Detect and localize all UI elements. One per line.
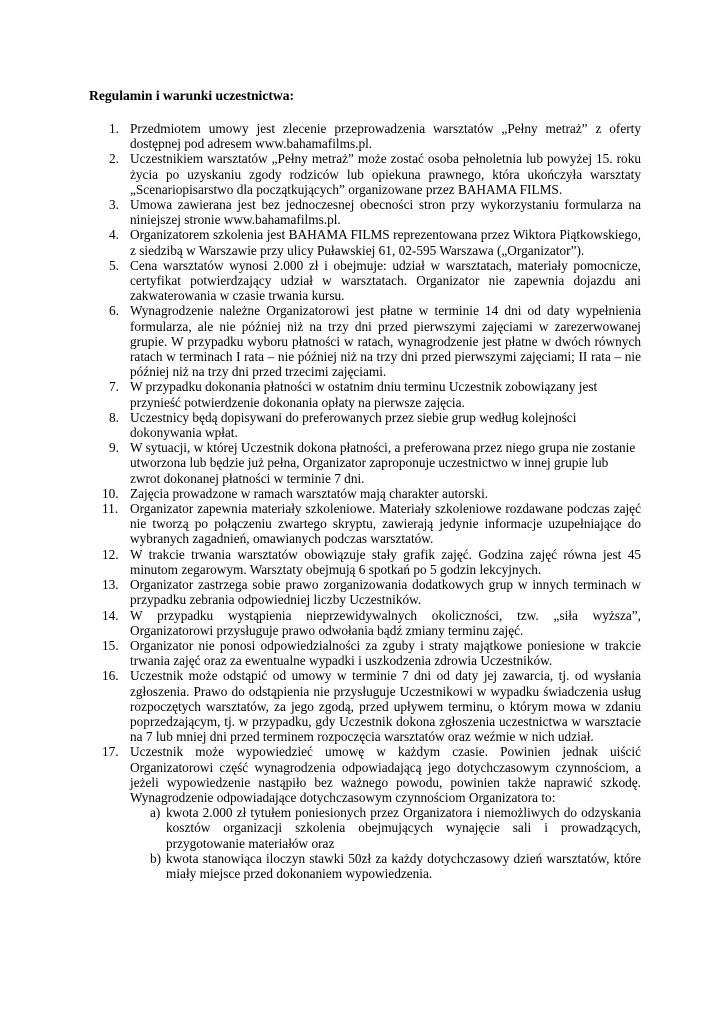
list-item-3 <box>89 197 641 227</box>
list-item-6 <box>89 303 641 379</box>
item-number: 7. <box>109 379 119 395</box>
item-number: 14. <box>102 607 119 623</box>
item-number: 11. <box>102 501 119 517</box>
item-text: W trakcie trwania warsztatów obowiązuje stały grafik zajęć. Godzina zajęć równa jest 45 minutom zegarowym. Warsztaty obejmują 6 spotkań po 5 godzin lekcyjnych. <box>130 546 641 577</box>
list-item-5 <box>89 258 641 304</box>
subitem-letter: b) <box>150 850 162 866</box>
item-number: 6. <box>109 303 119 319</box>
list-item-2 <box>89 151 641 197</box>
item-number: 1. <box>109 121 119 136</box>
item-text: W przypadku wystąpienia nieprzewidywalnych okoliczności, tzw. „siła wyższa”, Organizatorowi przysługuje prawo odwołania bądź zmiany terminu zajęć. <box>130 607 641 638</box>
item-text: Zajęcia prowadzone w ramach warsztatów mają charakter autorski. <box>130 485 489 501</box>
list-item-1 <box>89 121 641 151</box>
list-item-4 <box>89 227 641 257</box>
subitem-text: kwota stanowiąca iloczyn stawki 50zł za każdy dotychczasowy dzień warsztatów, które miały miejsce przed dokonaniem wypowiedzenia. <box>166 850 641 881</box>
list-item-17 <box>89 744 641 881</box>
list-item-15 <box>89 638 641 668</box>
document-title: Regulamin i warunki uczestnictwa: <box>89 88 295 103</box>
item-number: 2. <box>109 151 119 167</box>
item-text: Uczestnicy będą dopisywani do preferowanych przez siebie grup według kolejności dokonywania wpłat. <box>130 409 577 441</box>
sublist-item-b <box>130 851 641 881</box>
list-item-9 <box>89 440 641 486</box>
subitem-letter: a) <box>150 805 161 821</box>
item-number: 15. <box>102 637 119 653</box>
list-item-13 <box>89 577 641 607</box>
item-text: Uczestnikiem warsztatów „Pełny metraż” może zostać osoba pełnoletnia lub powyżej 15. roku życia po uzyskaniu zgody rodziców lub opiekuna prawnego, która ukończyła warsztaty „Scenariopisarstwo dla początkujących” organizowane przez BAHAMA FILMS. <box>130 151 641 197</box>
item-number: 9. <box>109 440 119 456</box>
item-number: 13. <box>102 577 119 593</box>
item-text: W przypadku dokonania płatności w ostatnim dniu terminu Uczestnik zobowiązany jest przynieść potwierdzenie dokonania opłaty na pierwsze zajęcia. <box>130 379 598 410</box>
item-text: Uczestnik może wypowiedzieć umowę w każdym czasie. Powinien jednak uiścić Organizatorowi część wynagrodzenia odpowiadającą jego dotychczasowym czynnościom, a jeżeli wypowiedzenie nastąpiło bez ważnego powodu, powinien także naprawić szkodę. Wynagrodzenie odpowiadające dotychczasowym czynnościom Organizatora to: <box>130 744 641 805</box>
item-text: Umowa zawierana jest bez jednoczesnej obecności stron przy wykorzystaniu formularza na niniejszej stronie www.bahamafilms.pl. <box>130 197 641 228</box>
list-item-8 <box>89 410 641 440</box>
item-text: Organizator zastrzega sobie prawo zorganizowania dodatkowych grup w innych terminach w przypadku zebrania odpowiedniej liczby Uczestników. <box>130 577 641 608</box>
list-item-10 <box>89 486 641 501</box>
list-item-12 <box>89 547 641 577</box>
item-text: Wynagrodzenie należne Organizatorowi jest płatne w terminie 14 dni od daty wypełnienia formularza, ale nie później niż na trzy dni przed pierwszymi zajęciami w zarezerwowanej grupie. W przypadku wyboru płatności w ratach, wynagrodzenie jest płatne w dwóch równych ratach w terminach I rata – nie później niż na trzy dni przed pierwszymi zajęciami; II rata – nie później niż na trzy dni przed trzecimi zajęciami. <box>130 303 641 380</box>
item-text: Organizator nie ponosi odpowiedzialności za zguby i straty majątkowe poniesione w trakcie trwania zajęć oraz za ewentualne wypadki i uszkodzenia zdrowia Uczestników. <box>130 637 641 669</box>
item-text: W sytuacji, w której Uczestnik dokona płatności, a preferowana przez niego grupa nie zostanie utworzona lub będzie już pełna, Organizator zaproponuje uczestnictwo w innej grupie lub zwrot dokonanej płatności w terminie 7 dni. <box>130 440 636 486</box>
item-number: 3. <box>109 197 119 213</box>
item-text: Przedmiotem umowy jest zlecenie przeprowadzenia warsztatów „Pełny metraż” z oferty dostępnej pod adresem www.bahamafilms.pl. <box>130 121 641 152</box>
item-number: 8. <box>109 409 119 425</box>
item-number: 16. <box>102 668 119 684</box>
item-number: 12. <box>102 546 119 562</box>
item-number: 5. <box>109 257 119 273</box>
list-item-11 <box>89 501 641 547</box>
item-text: Cena warsztatów wynosi 2.000 zł i obejmuje: udział w warsztatach, materiały pomocnicze, certyfikat potwierdzający udział w warsztatach. Organizator nie zapewnia dojazdu ani zakwaterowania w czasie trwania kursu. <box>130 257 641 304</box>
item-number: 4. <box>109 227 119 243</box>
list-item-7 <box>89 379 641 409</box>
item-number: 10. <box>102 485 119 501</box>
list-item-16 <box>89 668 641 744</box>
list-item-14 <box>89 608 641 638</box>
item-text: Uczestnik może odstąpić od umowy w terminie 7 dni od daty jej zawarcia, tj. od wysłania zgłoszenia. Prawo do odstąpienia nie przysługuje Uczestnikowi w wypadku świadczenia usług rozpoczętych warsztatów, za jego zgodą, przed upływem terminu, o którym mowa w zdaniu poprzedzającym, tj. w przypadku, gdy Uczestnik dokona zgłoszenia uczestnictwa w warsztacie na 7 lub mniej dni przed terminem rozpoczęcia warsztatów oraz weźmie w nich udział. <box>130 668 641 745</box>
sublist <box>130 805 641 881</box>
item-text: Organizator zapewnia materiały szkoleniowe. Materiały szkoleniowe rozdawane podczas zajęć nie tworzą po połączeniu zwartego skryptu, zawierają jedynie informacje uzupełniające do wybranych zagadnień, omawianych podczas warsztatów. <box>130 501 641 547</box>
sublist-item-a <box>130 805 641 851</box>
item-number: 17. <box>102 744 119 760</box>
regulations-list <box>89 121 641 881</box>
subitem-text: kwota 2.000 zł tytułem poniesionych przez Organizatora i niemożliwych do odzyskania kosztów organizacji szkolenia obejmujących wynajęcie sali i prowadzących, przygotowanie materiałów oraz <box>166 805 641 851</box>
item-text: Organizatorem szkolenia jest BAHAMA FILMS reprezentowana przez Wiktora Piątkowskiego, z siedzibą w Warszawie przy ulicy Puławskiej 61, 02-595 Warszawa („Organizator”). <box>130 227 641 258</box>
